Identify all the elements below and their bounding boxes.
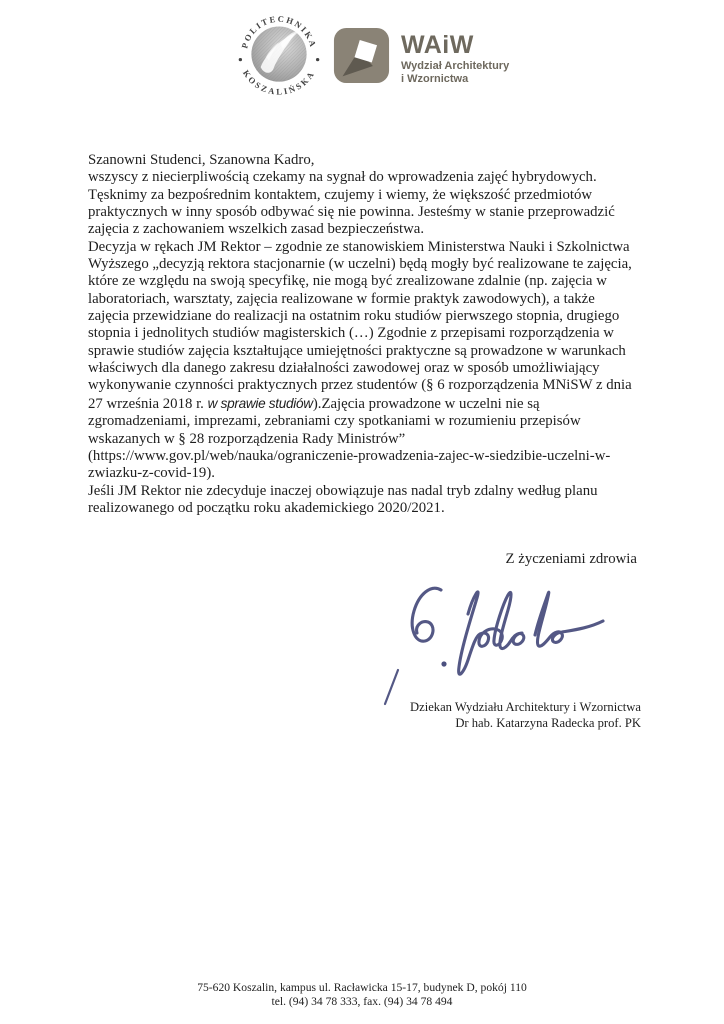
signoff-title: Dziekan Wydziału Architektury i Wzornictwa [410,700,641,714]
letter-body [88,152,663,517]
letter-line: zwiazku-z-covid-19). [88,465,215,482]
letter-line: Jeśli JM Rektor nie zdecyduje inaczej obowiązuje nas nadal tryb zdalny według planu [88,482,598,499]
letter-line: właściwych dla danego zakresu działalności zawodowej oraz w sposób umożliwiający [88,360,600,377]
university-seal-icon [233,9,325,101]
letter-line: wszyscy z niecierpliwością czekamy na sygnał do wprowadzenia zajęć hybrydowych. [88,169,597,186]
letter-line: zajęcia z zachowaniem wszelkich zasad bezpieczeństwa. [88,221,425,238]
letter-line: sprawie studiów zajęcia kształtujące umiejętności praktyczne są prowadzone w warunkach [88,342,626,359]
signoff-block [410,700,641,731]
header [0,0,724,120]
letter-line: praktycznych w inny sposób odbywać się nie powinna. Jesteśmy w stanie przeprowadzić [88,204,615,221]
closing-salutation: Z życzeniami zdrowia [505,551,637,567]
seal-right-dot [316,58,319,61]
faculty-name: Wydział Architektury i Wzornictwa [401,60,510,85]
letter-line: Tęsknimy za bezpośrednim kontaktem, czujemy i wiemy, że większość przedmiotów [88,186,593,203]
letter-line: wykonywanie czynności praktycznych przez studentów (§ 6 rozporządzenia MNiSW z dnia [88,377,632,394]
waiw-icon [333,27,390,84]
letter-line: Decyzja w rękach JM Rektor – zgodnie ze stanowiskiem Ministerstwa Nauki i Szkolnictwa [88,238,630,255]
letter-line: stopnia i jednolitych studiów magisterskich (…) Zgodnie z przepisami rozporządzenia w [88,325,614,342]
page-footer [0,981,724,1009]
signoff-name: Dr hab. Katarzyna Radecka prof. PK [455,715,641,730]
university-seal-logo [233,9,325,101]
faculty-logo-text [401,27,509,85]
letter-line: laboratoriach, warsztaty, zajęcia realizowane w formie praktyk zawodowych), a także [88,290,595,307]
seal-top-text: POLITECHNIKA [239,13,319,50]
letter-line: które ze względu na swoją specyfikę, nie mogą być zrealizowane zdalnie (np. zajęcia w [88,273,607,290]
faculty-acronym: WAiW [401,31,474,59]
letter-line: realizowanego od początku roku akademickiego 2020/2021. [88,499,445,516]
faculty-logo [333,27,509,89]
seal-left-dot [239,58,242,61]
signature-handwriting [365,578,615,708]
letter-line: zajęcia przewidziane do realizacji na ostatnim roku studiów pierwszego stopnia, drugiego [88,308,620,325]
letter-line: (https://www.gov.pl/web/nauka/ograniczenie-prowadzenia-zajec-w-siedzibie-uczelni-w- [88,447,611,464]
signature-ink-icon [365,578,615,708]
footer-phone-fax: tel. (94) 34 78 333, fax. (94) 34 78 494 [271,994,453,1008]
letter-line: 27 września 2018 r. w sprawie studiów).Zajęcia prowadzone w uczelni nie są [88,395,540,412]
letter-line: Szanowni Studenci, Szanowna Kadro, [88,152,315,168]
footer-address: 75-620 Koszalin, kampus ul. Racławicka 15-17, budynek D, pokój 110 [197,981,527,994]
letter-line: Wyższego „decyzją rektora stacjonarnie (w uczelni) będą mogły być realizowane te zajęcia, [88,256,632,273]
letter-line: zgromadzeniami, imprezami, zebraniami czy spotkaniami w rozumieniu przepisów [88,413,581,430]
seal-bottom-text: KOSZALIŃSKA [240,68,317,97]
letter-line: wskazanych w § 28 rozporządzenia Rady Ministrów” [88,430,406,447]
